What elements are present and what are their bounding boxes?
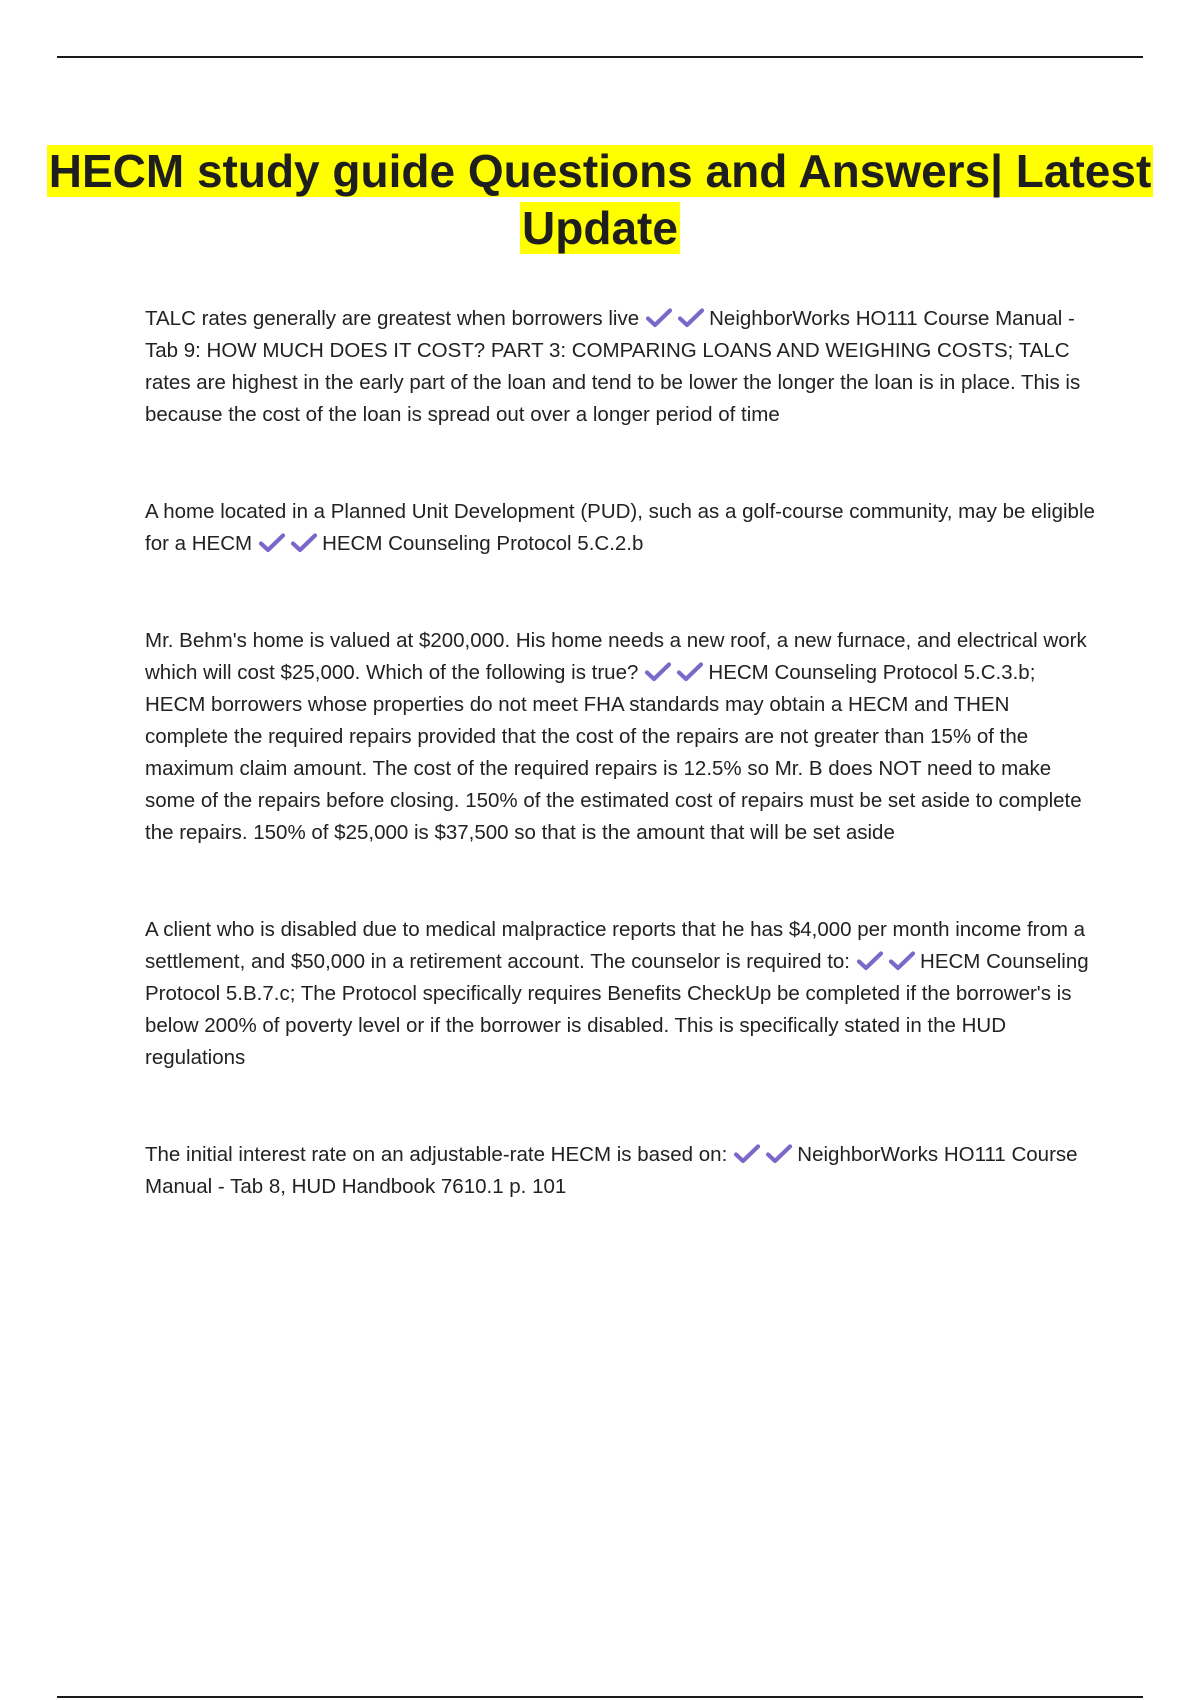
page-title: HECM study guide Questions and Answers| Latest Update xyxy=(48,145,1152,254)
checkmark-icon xyxy=(645,307,673,329)
checkmark-icon xyxy=(888,950,916,972)
checkmark-icon xyxy=(258,532,286,554)
qa-item xyxy=(145,303,1095,431)
question-text: The initial interest rate on an adjustable-rate HECM is based on: xyxy=(145,1143,728,1166)
answer-text: HECM Counseling Protocol 5.C.2.b xyxy=(322,532,644,555)
qa-item xyxy=(145,625,1095,849)
qa-list xyxy=(145,303,1095,1203)
answer-text: HECM Counseling Protocol 5.B.7.c; The Protocol specifically requires Benefits CheckUp be completed if the borrower's is below 200% of poverty level or if the borrower is disabled. This is specifically stated in the HUD regulations xyxy=(145,950,1089,1069)
checkmark-icon xyxy=(290,532,318,554)
top-rule xyxy=(57,56,1143,58)
qa-item xyxy=(145,496,1095,560)
answer-checkmarks xyxy=(258,532,318,554)
answer-text: NeighborWorks HO111 Course Manual - Tab 8, HUD Handbook 7610.1 p. 101 xyxy=(145,1143,1078,1198)
answer-checkmarks xyxy=(733,1143,793,1165)
checkmark-icon xyxy=(677,307,705,329)
checkmark-icon xyxy=(676,661,704,683)
question-text: TALC rates generally are greatest when borrowers live xyxy=(145,307,640,330)
qa-item xyxy=(145,914,1095,1074)
question-text: A client who is disabled due to medical malpractice reports that he has $4,000 per month income from a settlement, and $50,000 in a retirement account. The counselor is required to: xyxy=(145,918,1086,973)
checkmark-icon xyxy=(733,1143,761,1165)
checkmark-icon xyxy=(644,661,672,683)
answer-checkmarks xyxy=(645,307,705,329)
checkmark-icon xyxy=(765,1143,793,1165)
answer-checkmarks xyxy=(644,661,704,683)
question-text: Mr. Behm's home is valued at $200,000. His home needs a new roof, a new furnace, and electrical work which will cost $25,000. Which of the following is true? xyxy=(145,629,1087,684)
answer-text: HECM Counseling Protocol 5.C.3.b; HECM borrowers whose properties do not meet FHA standards may obtain a HECM and THEN complete the required repairs provided that the cost of the repairs are not greater than 15% of the maximum claim amount. The cost of the required repairs is 12.5% so Mr. B does NOT need to make some of the repairs before closing. 150% of the estimated cost of repairs must be set aside to complete the repairs. 150% of $25,000 is $37,500 so that is the amount that will be set aside xyxy=(145,661,1082,844)
bottom-rule xyxy=(57,1696,1143,1698)
title-block xyxy=(0,143,1200,257)
answer-text: NeighborWorks HO111 Course Manual - Tab 9: HOW MUCH DOES IT COST? PART 3: COMPARING LOANS AND WEIGHING COSTS; TALC rates are highest in the early part of the loan and tend to be lower the longer the loan is in place. This is because the cost of the loan is spread out over a longer period of time xyxy=(145,307,1081,426)
checkmark-icon xyxy=(856,950,884,972)
question-text: A home located in a Planned Unit Development (PUD), such as a golf-course community, may be eligible for a HECM xyxy=(145,500,1095,555)
qa-item xyxy=(145,1139,1095,1203)
answer-checkmarks xyxy=(856,950,916,972)
